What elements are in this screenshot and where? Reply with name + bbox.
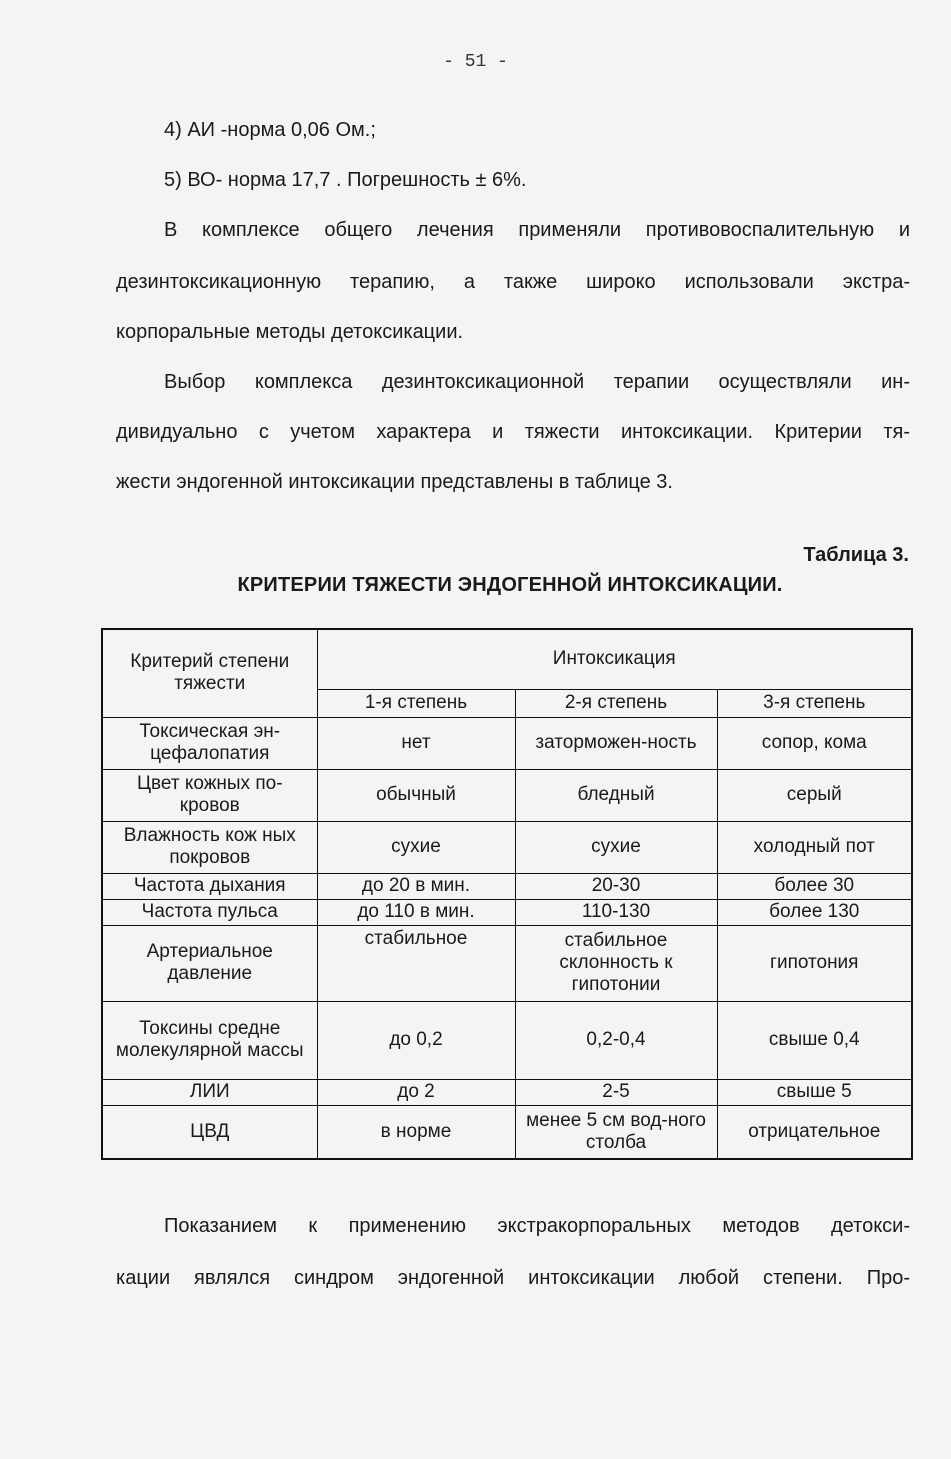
- criterion-cell: Влажность кож ных покровов: [102, 821, 317, 873]
- text-line: дивидуально с учетом характера и тяжести интоксикации. Критерии тя-: [116, 421, 910, 443]
- criterion-cell: Артериальное давление: [102, 925, 317, 1001]
- degree-2-cell: заторможен-ность: [515, 717, 717, 769]
- criterion-cell: Частота дыхания: [102, 873, 317, 899]
- degree-3-cell: гипотония: [717, 925, 912, 1001]
- degree-3-cell: холодный пот: [717, 821, 912, 873]
- table-label: Таблица 3.: [803, 544, 909, 566]
- text-line: кации являлся синдром эндогенной интоксикации любой степени. Про-: [116, 1267, 910, 1289]
- criterion-cell: ЛИИ: [102, 1079, 317, 1105]
- header-criterion: Критерий степени тяжести: [102, 629, 317, 717]
- degree-2-cell: 20-30: [515, 873, 717, 899]
- degree-3-cell: сопор, кома: [717, 717, 912, 769]
- degree-3-cell: более 30: [717, 873, 912, 899]
- degree-2-cell: 0,2-0,4: [515, 1001, 717, 1079]
- table-title: КРИТЕРИИ ТЯЖЕСТИ ЭНДОГЕННОЙ ИНТОКСИКАЦИИ.: [237, 574, 783, 596]
- degree-3-cell: свыше 0,4: [717, 1001, 912, 1079]
- degree-1-cell: до 110 в мин.: [317, 899, 515, 925]
- text-line: Выбор комплекса дезинтоксикационной терапии осуществляли ин-: [164, 371, 910, 393]
- criterion-cell: Цвет кожных по-кровов: [102, 769, 317, 821]
- header-degree-2: 2-я степень: [515, 689, 717, 717]
- degree-1-cell: в норме: [317, 1105, 515, 1159]
- degree-1-cell: сухие: [317, 821, 515, 873]
- degree-2-cell: менее 5 см вод-ного столба: [515, 1105, 717, 1159]
- degree-1-cell: до 2: [317, 1079, 515, 1105]
- table-row: [102, 899, 912, 925]
- table-row: [102, 925, 912, 1001]
- text-line: жести эндогенной интоксикации представлены в таблице 3.: [116, 471, 673, 493]
- degree-1-cell: стабильное: [317, 925, 515, 1001]
- degree-1-cell: до 0,2: [317, 1001, 515, 1079]
- degree-3-cell: отрицательное: [717, 1105, 912, 1159]
- header-degree-3: 3-я степень: [717, 689, 912, 717]
- table-row: [102, 1105, 912, 1159]
- table-row: [102, 821, 912, 873]
- degree-1-cell: до 20 в мин.: [317, 873, 515, 899]
- table-row: [102, 717, 912, 769]
- criterion-cell: Токсическая эн-цефалопатия: [102, 717, 317, 769]
- degree-1-cell: нет: [317, 717, 515, 769]
- degree-3-cell: более 130: [717, 899, 912, 925]
- degree-2-cell: сухие: [515, 821, 717, 873]
- degree-1-cell: обычный: [317, 769, 515, 821]
- degree-3-cell: свыше 5: [717, 1079, 912, 1105]
- text-line: 4) АИ -норма 0,06 Ом.;: [164, 119, 376, 141]
- degree-2-cell: бледный: [515, 769, 717, 821]
- criterion-cell: ЦВД: [102, 1105, 317, 1159]
- header-intoxication: Интоксикация: [317, 629, 912, 689]
- text-line: Показанием к применению экстракорпоральных методов детокси-: [164, 1215, 910, 1237]
- criteria-table: [101, 628, 913, 1160]
- criterion-cell: Частота пульса: [102, 899, 317, 925]
- text-line: дезинтоксикационную терапию, а также широко использовали экстра-: [116, 271, 910, 293]
- degree-2-cell: 110-130: [515, 899, 717, 925]
- text-line: корпоральные методы детоксикации.: [116, 321, 464, 343]
- degree-2-cell: 2-5: [515, 1079, 717, 1105]
- text-line: В комплексе общего лечения применяли противовоспалительную и: [164, 219, 910, 241]
- table-row: [102, 769, 912, 821]
- table-row: [102, 1001, 912, 1079]
- text-line: 5) ВО- норма 17,7 . Погрешность ± 6%.: [164, 169, 527, 191]
- degree-3-cell: серый: [717, 769, 912, 821]
- table-row: [102, 873, 912, 899]
- table-row: [102, 1079, 912, 1105]
- header-degree-1: 1-я степень: [317, 689, 515, 717]
- degree-2-cell: стабильное склонность к гипотонии: [515, 925, 717, 1001]
- criterion-cell: Токсины средне молекулярной массы: [102, 1001, 317, 1079]
- page-number: - 51 -: [443, 52, 508, 72]
